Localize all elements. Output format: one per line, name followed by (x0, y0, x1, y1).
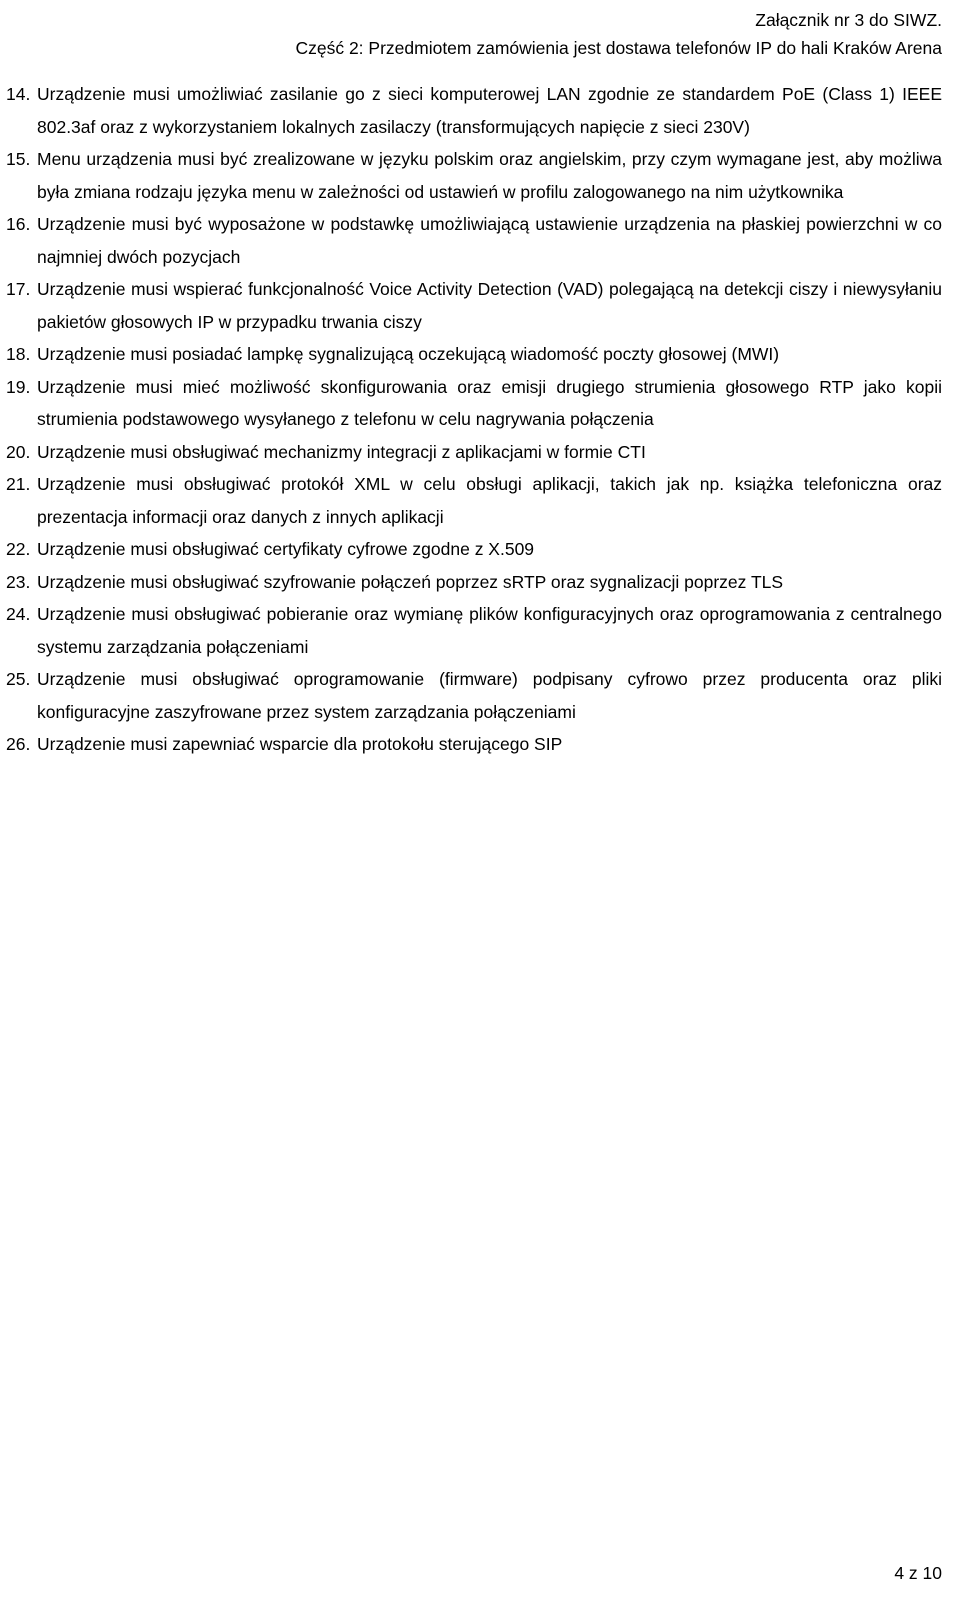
item-text: Urządzenie musi obsługiwać pobieranie oraz wymianę plików konfiguracyjnych oraz oprogramowania z centralnego systemu zarządzania połączeniami (37, 604, 942, 657)
item-text: Urządzenie musi obsługiwać protokół XML w celu obsługi aplikacji, takich jak np. książka telefoniczna oraz prezentacja informacji oraz danych z innych aplikacji (37, 474, 942, 527)
item-number: 14. (6, 84, 31, 104)
list-item (6, 273, 942, 338)
page-number: 4 z 10 (894, 1563, 942, 1583)
list-item (6, 468, 942, 533)
list-item (6, 663, 942, 728)
item-number: 22. (6, 539, 31, 559)
list-item (6, 566, 942, 599)
list-item (6, 208, 942, 273)
item-number: 23. (6, 571, 31, 592)
item-number: 18. (6, 344, 31, 364)
list-item (6, 533, 942, 566)
list-item (6, 728, 942, 761)
item-text: Urządzenie musi obsługiwać szyfrowanie połączeń poprzez sRTP oraz sygnalizacji poprzez TLS (37, 571, 784, 592)
list-item (6, 78, 942, 143)
item-number: 19. (6, 376, 31, 397)
list-item (6, 371, 942, 436)
item-number: 24. (6, 604, 31, 624)
page-header (22, 6, 942, 62)
item-number: 26. (6, 734, 31, 754)
item-number: 21. (6, 474, 31, 494)
item-number: 16. (6, 214, 31, 234)
item-text: Urządzenie musi posiadać lampkę sygnalizującą oczekującą wiadomość poczty głosowej (MWI) (37, 344, 780, 364)
item-text: Urządzenie musi mieć możliwość skonfigurowania oraz emisji drugiego strumienia głosowego RTP jako kopii strumienia podstawowego wysyłanego z telefonu w celu nagrywania połączenia (37, 376, 942, 429)
list-item (6, 143, 942, 208)
item-text: Urządzenie musi obsługiwać oprogramowanie (firmware) podpisany cyfrowo przez producenta oraz pliki konfiguracyjne zaszyfrowane przez system zarządzania połączeniami (37, 669, 942, 722)
item-number: 20. (6, 441, 31, 462)
attachment-title: Załącznik nr 3 do SIWZ. (755, 10, 942, 30)
item-text: Menu urządzenia musi być zrealizowane w języku polskim oraz angielskim, przy czym wymagane jest, aby możliwa była zmiana rodzaju języka menu w zależności od ustawień w profilu zalogowanego na nim użytkownika (37, 149, 942, 202)
item-text: Urządzenie musi obsługiwać mechanizmy integracji z aplikacjami w formie CTI (37, 441, 646, 462)
item-number: 25. (6, 669, 31, 689)
item-number: 17. (6, 279, 31, 299)
requirements-list (6, 78, 942, 761)
list-item (6, 598, 942, 663)
part-title: Część 2: Przedmiotem zamówienia jest dostawa telefonów IP do hali Kraków Arena (295, 38, 942, 58)
item-text: Urządzenie musi umożliwiać zasilanie go z sieci komputerowej LAN zgodnie ze standardem PoE (Class 1) IEEE 802.3af oraz z wykorzystaniem lokalnych zasilaczy (transformujących napięcie z sieci 230V) (37, 84, 942, 137)
list-item (6, 436, 942, 469)
list-item (6, 338, 942, 371)
item-text: Urządzenie musi wspierać funkcjonalność Voice Activity Detection (VAD) polegającą na detekcji ciszy i niewysyłaniu pakietów głosowych IP w przypadku trwania ciszy (37, 279, 942, 332)
item-number: 15. (6, 149, 31, 169)
item-text: Urządzenie musi zapewniać wsparcie dla protokołu sterującego SIP (37, 734, 563, 754)
item-text: Urządzenie musi obsługiwać certyfikaty cyfrowe zgodne z X.509 (37, 539, 535, 559)
item-text: Urządzenie musi być wyposażone w podstawkę umożliwiającą ustawienie urządzenia na płaskiej powierzchni w co najmniej dwóch pozycjach (37, 214, 942, 267)
